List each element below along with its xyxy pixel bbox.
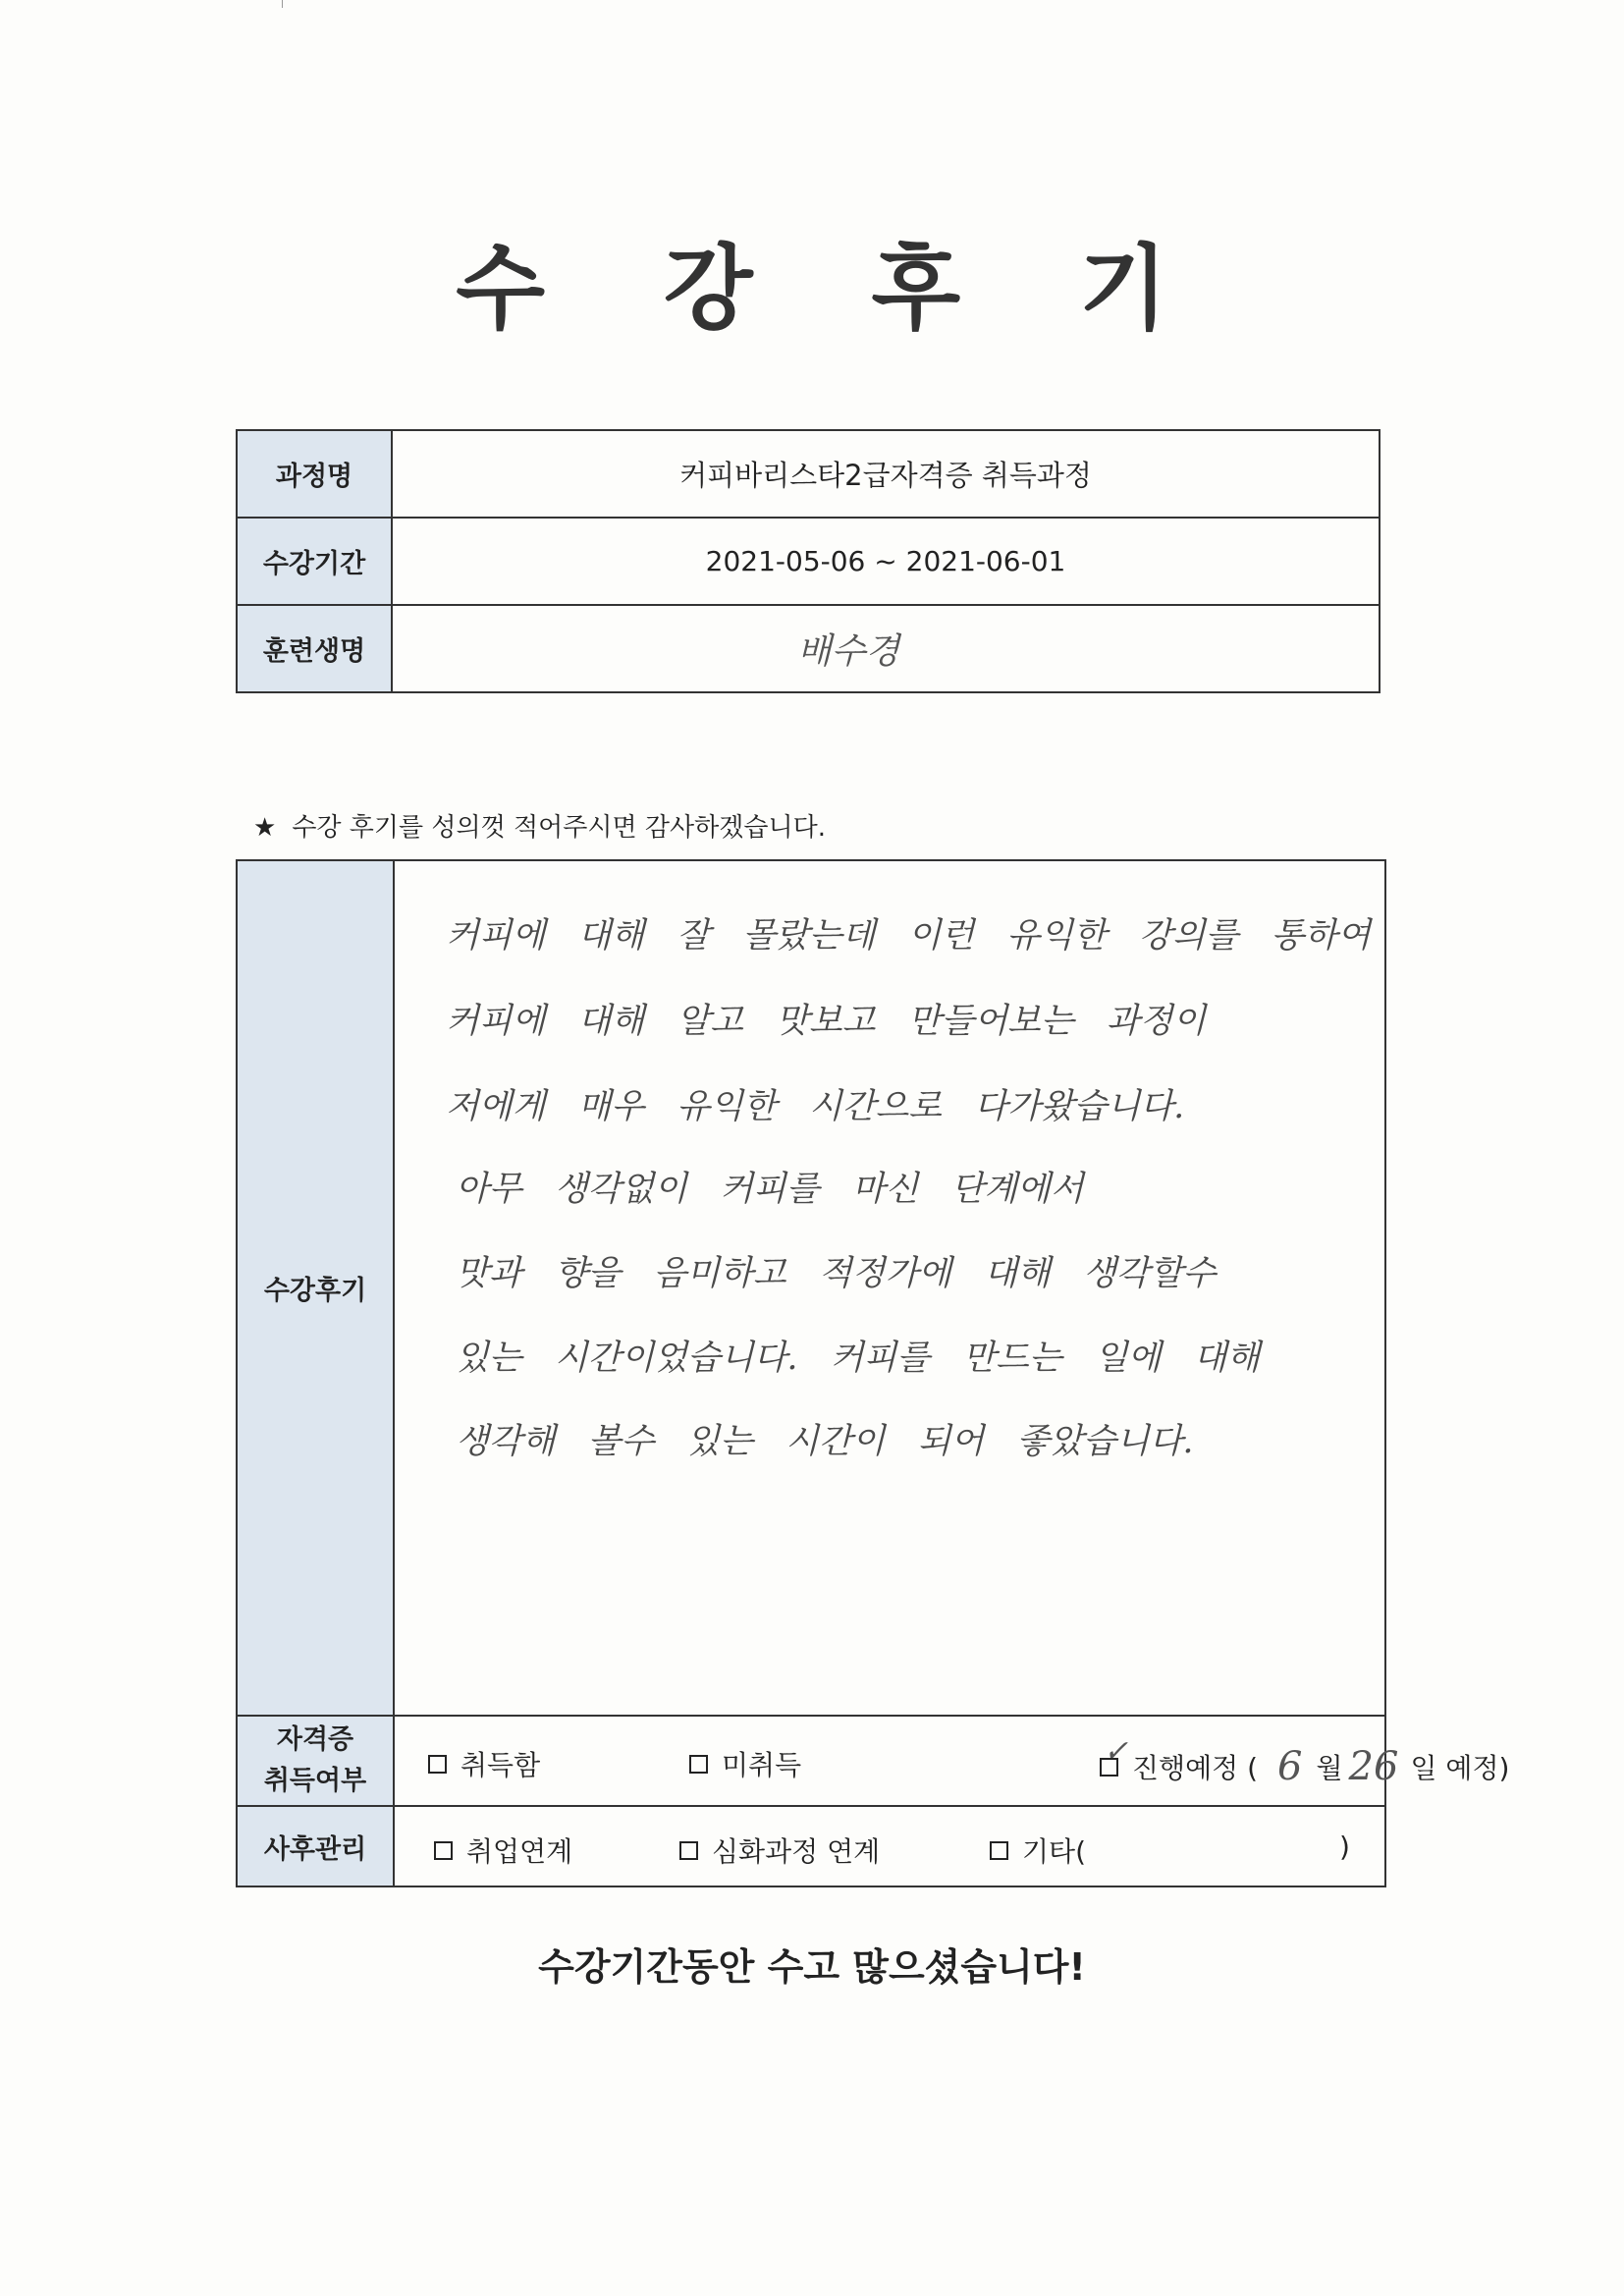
trainee-label: 훈련생명	[237, 605, 392, 692]
option-employment[interactable]	[434, 1831, 572, 1870]
course-value: 커피바리스타2급자격증 취득과정	[392, 430, 1380, 518]
star-icon: ★	[253, 813, 277, 843]
review-label: 수강후기	[237, 860, 394, 1716]
page-title: 수 강 후 기	[456, 236, 1212, 343]
trainee-cell	[392, 605, 1380, 692]
review-line-3: 저에게 매우 유익한 시간으로 다가왔습니다.	[446, 1087, 1185, 1126]
certificate-row	[237, 1716, 1385, 1806]
certificate-label	[237, 1716, 394, 1806]
option-acquired[interactable]	[428, 1744, 540, 1783]
option-other-close-paren: )	[1339, 1831, 1350, 1863]
option-acquired-label: 취득함	[460, 1749, 541, 1781]
checkbox-icon[interactable]	[990, 1841, 1008, 1860]
review-table	[236, 859, 1510, 1887]
option-other-label: 기타(	[1022, 1835, 1087, 1868]
option-employment-label: 취업연계	[466, 1835, 573, 1868]
review-line-4: 아무 생각없이 커피를 마신 단계에서	[456, 1170, 1084, 1209]
option-not-acquired[interactable]	[689, 1744, 801, 1783]
day-value: 26	[1348, 1744, 1399, 1789]
trainee-row	[237, 605, 1380, 692]
notice-message: 수강 후기를 성의껏 적어주시면 감사하겠습니다.	[292, 813, 826, 843]
checkbox-icon[interactable]	[1100, 1733, 1129, 1777]
check-mark-icon: ✓	[1104, 1733, 1129, 1769]
period-label: 수강기간	[237, 518, 392, 605]
checkbox-icon[interactable]	[689, 1755, 708, 1774]
checkbox-icon[interactable]	[679, 1841, 698, 1860]
aftercare-options	[394, 1806, 1385, 1886]
certificate-label-line1: 자격증	[276, 1724, 354, 1755]
option-planned[interactable]	[1100, 1733, 1510, 1789]
option-planned-label: 진행예정 (	[1132, 1752, 1259, 1784]
notice-text	[253, 807, 826, 844]
option-advanced-course-label: 심화과정 연계	[712, 1835, 881, 1868]
course-info-table	[236, 429, 1380, 693]
review-row	[237, 860, 1385, 1716]
review-line-7: 생각해 볼수 있는 시간이 되어 좋았습니다.	[456, 1422, 1194, 1461]
option-other-close	[1339, 1831, 1350, 1863]
certificate-label-line2: 취득여부	[263, 1766, 367, 1796]
checkbox-icon[interactable]	[428, 1755, 447, 1774]
review-line-6: 있는 시간이었습니다. 커피를 만드는 일에 대해	[456, 1339, 1261, 1378]
course-row	[237, 430, 1380, 518]
month-label: 월	[1316, 1752, 1343, 1784]
period-row	[237, 518, 1380, 605]
review-line-5: 맛과 향을 음미하고 적정가에 대해 생각할수	[456, 1254, 1217, 1293]
certificate-options	[394, 1716, 1510, 1806]
review-line-1: 커피에 대해 잘 몰랐는데 이런 유익한 강의를 통하여	[446, 916, 1371, 956]
trainee-value: 배수경	[796, 631, 900, 672]
scan-mark	[282, 0, 283, 8]
course-label: 과정명	[237, 430, 392, 518]
review-body[interactable]	[394, 860, 1385, 1716]
closing-message: 수강기간동안 수고 많으셨습니다!	[538, 1945, 1086, 1989]
month-value: 6	[1277, 1744, 1303, 1789]
day-suffix: 일 예정)	[1410, 1752, 1510, 1784]
review-line-2: 커피에 대해 알고 맛보고 만들어보는 과정이	[446, 1002, 1207, 1041]
checkbox-icon[interactable]	[434, 1841, 453, 1860]
aftercare-row	[237, 1806, 1385, 1886]
period-value: 2021-05-06 ~ 2021-06-01	[392, 518, 1380, 605]
aftercare-label: 사후관리	[237, 1806, 394, 1886]
option-other[interactable]	[990, 1831, 1086, 1870]
option-not-acquired-label: 미취득	[722, 1749, 802, 1781]
option-advanced-course[interactable]	[679, 1831, 880, 1870]
